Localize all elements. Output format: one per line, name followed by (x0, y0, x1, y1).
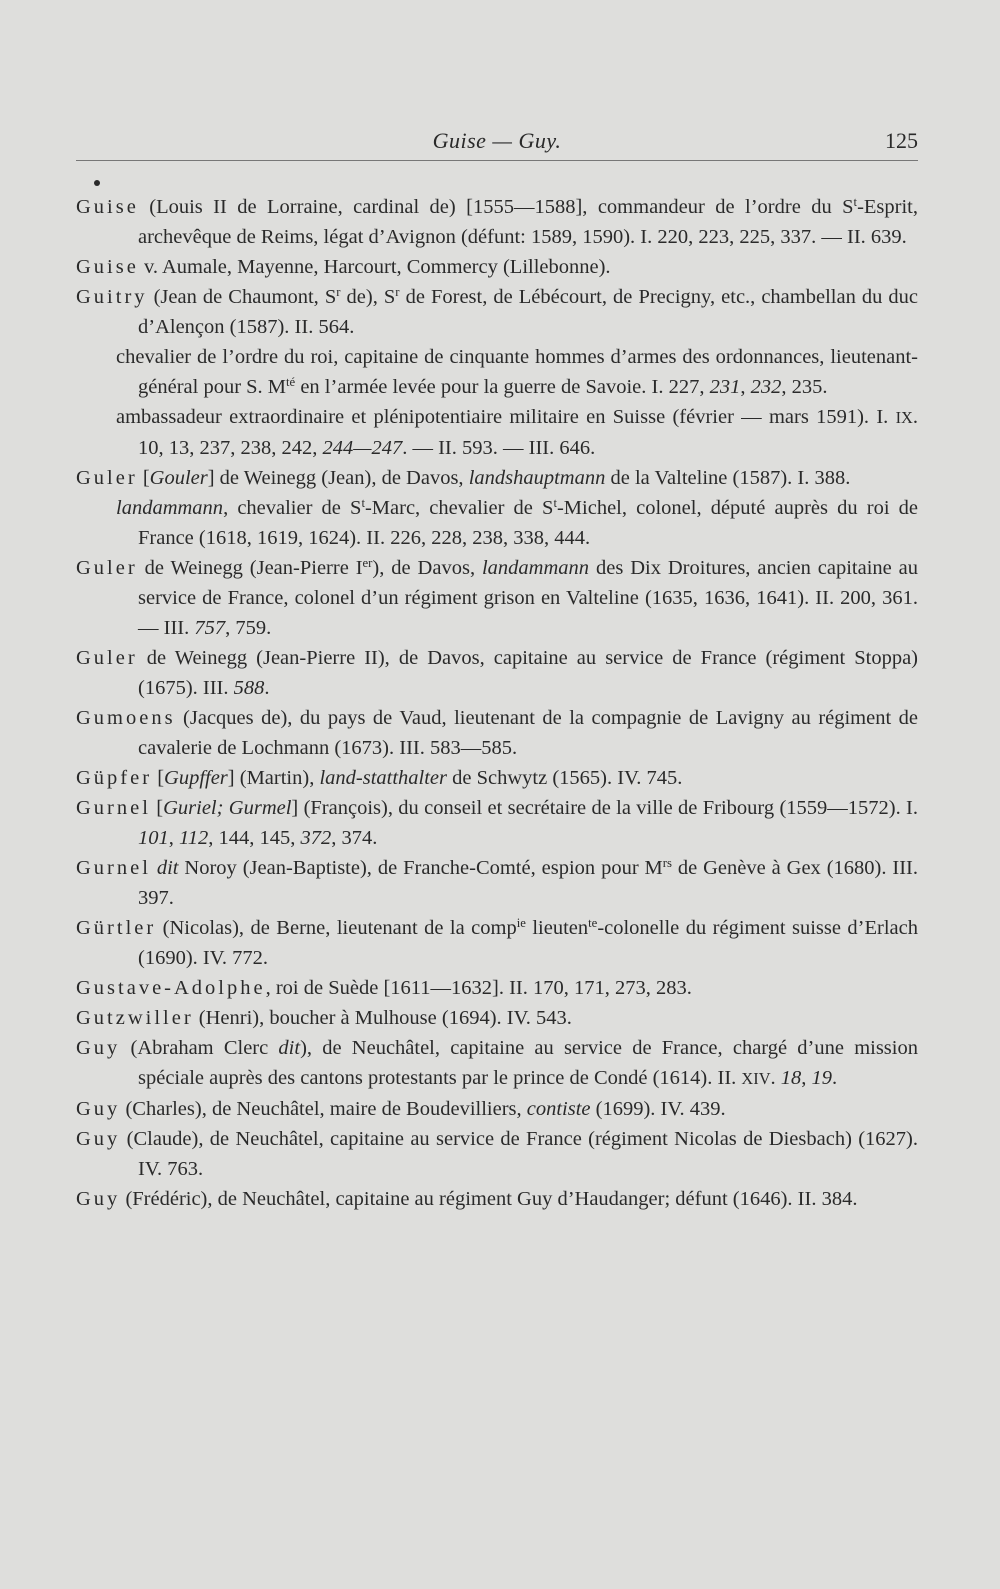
entry-text: lieuten (525, 917, 589, 939)
superscript: t (853, 195, 858, 210)
index-entries (76, 192, 918, 1214)
italic-text: 19 (811, 1067, 833, 1089)
entry-text: (Jacques de), du pays de Vaud, lieutenant de la compagnie de Lavigny au régiment de cavalerie de Lochmann (1673). III. 583—585. (138, 707, 918, 759)
index-entry (76, 763, 918, 793)
index-subentry (76, 493, 918, 553)
entry-text: des Dix Droitures, ancien capitaine au service de France, colonel d’un régiment grison en Valteline (1635, 1636, 1641). II. 200, 361. — III. (138, 557, 918, 639)
index-entry (76, 913, 918, 973)
entry-text: . (264, 677, 270, 699)
entry-name: Guy (76, 1037, 121, 1059)
index-entry (76, 973, 918, 1003)
entry-text: [ (137, 467, 150, 489)
entry-text: (Claude), de Neuchâtel, capitaine au service de France (régiment Nicolas de Diesbach) (1627). IV. 763. (120, 1128, 918, 1180)
entry-text: en l’armée levée pour la guerre de Savoie. I. 227, (295, 376, 710, 398)
entry-text: , chevalier de S (223, 497, 362, 519)
entry-name: Gustave-Adolphe (76, 977, 266, 999)
entry-text: de Genève à Gex (1680). III. 397. (138, 857, 918, 909)
entry-text: ] (François), du conseil et secrétaire de la ville de Fribourg (1559—1572). I. (291, 797, 919, 819)
entry-text: , (801, 1067, 812, 1089)
italic-text: 588 (233, 677, 265, 699)
italic-text: Gupffer (164, 767, 228, 789)
italic-text: dit (278, 1037, 301, 1059)
entry-name: Guler (76, 647, 138, 669)
entry-text: -Marc, chevalier de S (364, 497, 554, 519)
entry-text: [ (152, 767, 165, 789)
running-title: Guise — Guy. (432, 128, 562, 153)
index-subentry (76, 342, 918, 402)
entry-text: , 144, 145, (208, 827, 301, 849)
entry-text: -Esprit, archevêque de Reims, légat d’Avignon (défunt: 1589, 1590). I. 220, 223, 225, 337. — II. 639. (138, 196, 918, 248)
superscript: té (286, 375, 296, 390)
index-entry (76, 192, 918, 252)
entry-text: (Nicolas), de Berne, lieutenant de la comp (156, 917, 517, 939)
italic-text: 244—247 (322, 437, 403, 459)
superscript: t (553, 496, 557, 511)
entry-name: Guitry (76, 286, 148, 308)
entry-text: ambassadeur extraordinaire et plénipotentiaire militaire en Suisse (février — mars 1591). I. (116, 406, 896, 428)
entry-text: (1699). IV. 439. (590, 1098, 726, 1120)
entry-text: [ (150, 797, 164, 819)
entry-text: , (168, 827, 179, 849)
index-entry (76, 703, 918, 763)
index-entry (76, 463, 918, 493)
entry-text: de Schwytz (1565). IV. 745. (447, 767, 683, 789)
entry-text: (Charles), de Neuchâtel, maire de Boudevilliers, (120, 1098, 527, 1120)
entry-text: (Henri), boucher à Mulhouse (1694). IV. 543. (193, 1007, 572, 1029)
italic-text: landammann (116, 497, 224, 519)
italic-text: landammann (481, 557, 590, 579)
index-entry (76, 793, 918, 853)
entry-text: (Frédéric), de Neuchâtel, capitaine au régiment Guy d’Haudanger; défunt (1646). II. 384. (120, 1188, 858, 1210)
index-entry (76, 252, 918, 282)
page-header (76, 126, 918, 161)
entry-text: de), S (340, 286, 396, 308)
italic-text: 112 (179, 827, 209, 849)
superscript: ie (516, 916, 526, 931)
index-entry (76, 1094, 918, 1124)
entry-text: . (770, 1067, 781, 1089)
entry-text: ), de Davos, (372, 557, 482, 579)
index-subentry (76, 402, 918, 463)
entry-text: (Abraham Clerc (120, 1037, 279, 1059)
entry-text: . 10, 13, 237, 238, 242, (138, 406, 918, 459)
entry-text: . (832, 1067, 838, 1089)
italic-text: 231 (709, 376, 741, 398)
italic-text: 757 (194, 617, 226, 639)
entry-text: (Jean de Chaumont, S (147, 286, 337, 308)
entry-name: Guy (76, 1098, 121, 1120)
italic-text: contiste (526, 1098, 591, 1120)
entry-name: Gurnel (76, 797, 151, 819)
entry-text: chevalier de l’ordre du roi, capitaine de cinquante hommes d’armes des ordonnances, lieutenant-général pour S. M (116, 346, 918, 398)
entry-text: , 759. (225, 617, 272, 639)
entry-text: , 374. (331, 827, 378, 849)
italic-text: land-statthalter (319, 767, 448, 789)
entry-name: Guy (76, 1188, 121, 1210)
page-number: 125 (885, 128, 918, 153)
index-entry (76, 853, 918, 913)
italic-text: Gouler (149, 467, 208, 489)
entry-name: Guler (76, 467, 138, 489)
entry-name: Güpfer (76, 767, 153, 789)
entry-text: Noroy (Jean-Baptiste), de Franche-Comté, espion pour M (178, 857, 663, 879)
entry-text: . — II. 593. — III. 646. (402, 437, 596, 459)
entry-name: Gurnel (76, 857, 151, 879)
italic-text: 372 (300, 827, 332, 849)
entry-text: ] (Martin), (227, 767, 320, 789)
superscript: r (395, 285, 400, 300)
entry-text: de Forest, de Lébécourt, de Precigny, etc., chambellan du duc d’Alençon (1587). II. 564. (138, 286, 919, 338)
entry-text: , 235. (781, 376, 828, 398)
entry-name: Guise (76, 196, 139, 218)
entry-text: , (740, 376, 751, 398)
entry-text: de Weinegg (Jean-Pierre I (137, 557, 363, 579)
entry-text: -Michel, colonel, député auprès du roi de France (1618, 1619, 1624). II. 226, 228, 238, 338, 444. (138, 497, 918, 549)
index-entry (76, 643, 918, 703)
entry-name: Guy (76, 1128, 121, 1150)
entry-text: de la Valteline (1587). I. 388. (605, 467, 851, 489)
entry-text: IX (895, 408, 913, 427)
bullet-mark-icon (94, 180, 100, 186)
index-entry (76, 1003, 918, 1033)
italic-text: dit (156, 857, 179, 879)
italic-text: 18 (780, 1067, 802, 1089)
entry-text: (Louis II de Lorraine, cardinal de) [1555—1588], commandeur de l’ordre du S (138, 196, 854, 218)
entry-text: v. Aumale, Mayenne, Harcourt, Commercy (Lillebonne). (138, 256, 611, 278)
italic-text: 101 (138, 827, 169, 849)
entry-text: XIV (741, 1069, 771, 1088)
superscript: rs (662, 856, 672, 871)
entry-name: Guise (76, 256, 139, 278)
index-entry (76, 1184, 918, 1214)
entry-name: Guler (76, 557, 138, 579)
entry-name: Gürtler (76, 917, 157, 939)
superscript: t (361, 496, 365, 511)
superscript: er (362, 556, 373, 571)
entry-name: Gutzwiller (76, 1007, 194, 1029)
superscript: te (588, 916, 598, 931)
entry-name: Gumoens (76, 707, 176, 729)
index-entry (76, 1033, 918, 1094)
index-entry (76, 282, 918, 342)
italic-text: landshauptmann (468, 467, 606, 489)
entry-text: ] de Weinegg (Jean), de Davos, (207, 467, 469, 489)
italic-text: 232 (750, 376, 782, 398)
index-entry (76, 553, 918, 643)
entry-text: , roi de Suède [1611—1632]. II. 170, 171, 273, 283. (265, 977, 692, 999)
superscript: r (336, 285, 341, 300)
entry-text: -colonelle du régiment suisse d’Erlach (1690). IV. 772. (138, 917, 918, 969)
italic-text: Guriel; Gurmel (163, 797, 292, 819)
index-entry (76, 1124, 918, 1184)
entry-text: de Weinegg (Jean-Pierre II), de Davos, capitaine au service de France (régiment Stoppa) (1675). III. (137, 647, 918, 699)
entry-text: ), de Neuchâtel, capitaine au service de France, chargé d’une mission spéciale auprès des cantons protestants par le prince de Condé (1614). II. (138, 1037, 918, 1089)
